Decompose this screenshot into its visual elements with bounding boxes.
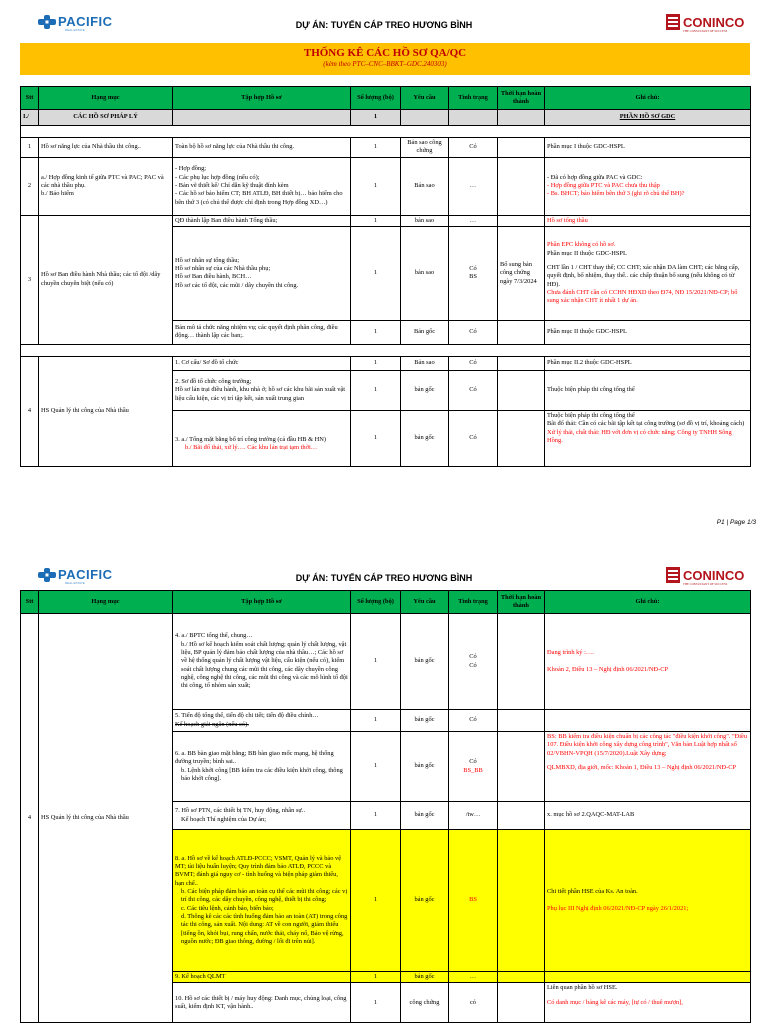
table-row: 2 a./ Hợp đồng kinh tế giữa PTC và PAC; PAC và các nhà thầu phụ. b./ Bảo hiểm - Hợp đồng; - Các phụ lục hợp đồng (nếu có); - Bản vẽ thiết kế/ Chỉ dẫn kỹ thuật đính kèm - Các hồ sơ bảo hiểm CT; BH ATLĐ, BH thiết bị… bảo hiểm cho bên thứ 3 (có chủ thể được chỉ định trong Hợp đồng XD…) 1 Bản sao … - Đã có hợp đồng giữa PAC và GDC: - Hợp đồng giữa PTC và PAC chưa thu thập - Bs. BHCT; bảo hiểm bên thứ 3 (ghi rõ chủ thể BH)? (21, 157, 751, 215)
coninco-logo-icon (666, 14, 680, 30)
report-subtitle: (kèm theo PTC–CNC–BBKT–GDC.240303) (323, 60, 447, 68)
table-row: 2. Sơ đồ tổ chức công trường; Hồ sơ lán trại điều hành, khu nhà ở; hồ sơ các khu bãi sản xuất vật liệu cấu kiện, các vị trí tập kết, sản xuất trung gian 1 bản gốc Có Thuộc biện pháp thi công tổng thể (21, 370, 751, 410)
col-notes: Ghi chú: (545, 591, 751, 614)
pacific-tagline: REAL ESTATE (65, 28, 85, 32)
coninco-logo (666, 14, 745, 33)
coninco-logo (666, 567, 745, 586)
coninco-tagline: THE CONSULTANT OF SUCCESS (683, 582, 728, 586)
page-2 (0, 553, 768, 1024)
page-header (0, 0, 768, 33)
project-title: DỰ ÁN: TUYẾN CÁP TREO HƯƠNG BÌNH (295, 573, 473, 583)
coninco-logo-text: CONINCO (683, 14, 745, 30)
records-table-page-1 (20, 86, 751, 467)
table-row: 6. a. BB bàn giao mặt bằng; BB bàn giao mốc mạng, hệ thống đường truyền; bình sai.. b. Lệnh khởi công [BB kiểm tra các điều kiện khởi công, thông báo khởi công]. 1 bản gốc Có BS_BB BS: BB kiểm tra điều kiện chuẩn bị các công tác "điều kiện khởi công". "Điều 107. Điều kiện khởi công xây dựng công trình", Văn bản Luật hợp nhất số 02/VBHN-VPQH (15/7/2020).Luật Xây dựng; QLMBXD, địa giới, mốc: Khoản 1, Điều 13 – Nghị định 06/2021/NĐ-CP (21, 732, 751, 802)
col-stt: Stt (21, 591, 39, 614)
section-row (21, 110, 751, 126)
pacific-tagline: REAL ESTATE (65, 581, 85, 585)
col-documents: Tập hợp Hồ sơ (173, 87, 351, 110)
col-category: Hạng mục (39, 591, 173, 614)
table-row: 8. a. Hồ sơ về kế hoạch ATLĐ-PCCC; VSMT, Quản lý và bảo vệ MT; tài liệu huấn luyện; Quy trình đảm bảo ATLĐ, PCCC và BVMT; đánh giá nguy cơ - tình huống và biện pháp giảm thiểu, hạn chế.. b. Các biện pháp đảm bảo an toàn cụ thể các mũi thi công; các vị trí thi công, các dây chuyền, công nghệ, thiết bị thi công; c. Các tiêu lệnh, cảnh báo, biển báo; d. Thông kê các các tình huống đảm bảo an toàn (AT) trong công tác thi công, sản xuất. Nội dung: AT về con người, giảm thiểu [tiếng ồn, khói bụi, rung chấn, nước thải, cháy nổ, Bảo vệ rừng, nguồn nước; ĐB giao thông, đường / lối đi trên núi]. 1 bản gốc BS Chi tiết phần HSE của Ks. An toàn. Phụ lục III Nghị định 06/2021/NĐ-CP ngày 26/1/2021; (21, 830, 751, 972)
table-header-row (21, 87, 751, 110)
table-row: 10. Hồ sơ các thiết bị / máy huy động: Danh mục, chủng loại, công suất, kiểm định KT, vận hành.. 1 công chứng có Liên quan phần hồ sơ HSE. Có danh mục / bảng kê các máy, [tự có / thuê mượn], (21, 983, 751, 1023)
table-row: 4 HS Quản lý thi công của Nhà thầu 1. Cơ cấu/ Sơ đồ tổ chức 1 Bản sao Có Phần mục II.2 thuộc GDC-HSPL (21, 356, 751, 370)
project-title: DỰ ÁN: TUYẾN CÁP TREO HƯƠNG BÌNH (295, 20, 473, 30)
page-header (0, 553, 768, 586)
pacific-logo-text: PACIFIC (58, 14, 113, 29)
section-name: CÁC HỒ SƠ PHÁP LÝ (39, 110, 173, 126)
col-requirement: Yêu cầu (401, 591, 449, 614)
report-title: THỐNG KÊ CÁC HỒ SƠ QA/QC (303, 47, 467, 59)
table-row: Bản mô tả chức năng nhiệm vụ; các quyết định phân công, điều động… thành lập các ban;. 1 Bản gốc Có Phần mục II thuộc GDC-HSPL (21, 320, 751, 344)
table-row: Hồ sơ nhân sự tổng thầu; Hồ sơ nhân sự của các Nhà thầu phụ; Hồ sơ Ban điều hành, BCH… Hồ sơ các tổ đội, các mũi / dây chuyền thi công. 1 bản sao Có BS Bổ sung bản công chứng ngày 7/3/2024 Phần EPC không có hồ sơ. Phần mục II thuộc GDC-HSPL CHT lần 1 / CHT thay thế; CC CHT; xác nhận DA làm CHT; các bằng cấp, quyết định, bổ nhiệm, thay thế.. các chấp thuận bổ sung (nếu không có từ HĐ). Chưa đánh CHT cần có CCHN HĐXD theo Đ74, NĐ 15/2021/NĐ-CP; bổ sung xác nhận CHT ít nhất 1 dự án. (21, 226, 751, 320)
table-row: 3. a./ Tổng mặt bằng bố trí công trường (cả đầu HB & HN) b./ Bãi đổ thải, xử lý…. Các khu lán trại tạm thời… 1 bản gốc Có Thuộc biện pháp thi công tổng thể Bãi đổ thải: Cần có các bãi tập kết tại công trường (sơ đồ vị trí, khoảng cách) Xử lý thải, chất thải: HĐ với đơn vị có chức năng; Công ty TNHH Sông Hồng. (21, 410, 751, 466)
table-row: 4 HS Quản lý thi công của Nhà thầu 4. a./ BPTC tổng thể, chung… b./ Hồ sơ kế hoạch kiểm soát chất lượng; quản lý chất lượng, vật liệu, BP quản lý đảm bảo chất lượng của nhà thầu…; Các hồ sơ về hệ thống quản lý chất lượng vật liệu, cấu kiện (nếu có), kiểm soát chất lượng chung các mũi thi công, các dây chuyền công nghệ, công nghệ thi công, các mũi thi công và các mô hình tổ đội thi công, tổ nhóm sản xuất; 1 bản gốc Có Có Đang trình ký :…. Khoản 2, Điều 13 – Nghị định 06/2021/NĐ-CP (21, 614, 751, 710)
table-row: 7. Hồ sơ PTN, các thiết bị TN, huy động, nhân sự.. Kế hoạch Thí nghiệm của Dự án; 1 bản gốc /tw… x. mục hồ sơ 2.QAQC-MAT-LAB (21, 802, 751, 830)
section-stt: I./ (21, 110, 39, 126)
col-category: Hạng mục (39, 87, 173, 110)
table-header-row (21, 591, 751, 614)
col-notes: Ghi chú: (545, 87, 751, 110)
table-row: 1 Hồ sơ năng lực của Nhà thầu thi công.. Toàn bộ hồ sơ năng lực của Nhà thầu thi công. 1 Bản sao công chứng Có Phần mục I thuộc GDC-HSPL (21, 138, 751, 158)
col-quantity: Số lượng (bộ) (351, 87, 401, 110)
section-note: PHẦN HỒ SƠ GDC (545, 110, 751, 126)
page-footer: P1 | Page 1/3 (716, 519, 756, 526)
pacific-logo-text: PACIFIC (58, 567, 113, 582)
col-deadline: Thời hạn hoàn thành (498, 591, 545, 614)
coninco-logo-text: CONINCO (683, 567, 745, 583)
coninco-tagline: THE CONSULTANT OF SUCCESS (683, 29, 728, 33)
table-row: 5. Tiến độ tổng thể, tiến độ chi tiết; tiến độ điều chỉnh… Kế hoạch giải ngân (nếu có). 1 bản gốc Có (21, 710, 751, 732)
col-quantity: Số lượng (bộ) (351, 591, 401, 614)
col-stt: Stt (21, 87, 39, 110)
col-documents: Tập hợp Hồ sơ (173, 591, 351, 614)
records-table-page-2 (20, 590, 751, 1023)
report-banner (20, 43, 750, 75)
coninco-logo-icon (666, 567, 680, 583)
col-requirement: Yêu cầu (401, 87, 449, 110)
section-qty: 1 (351, 110, 401, 126)
col-status: Tình trạng (449, 591, 498, 614)
table-row: 9. Kế hoạch QLMT 1 bản gốc … (21, 972, 751, 983)
col-status: Tình trạng (449, 87, 498, 110)
table-row: 3 Hồ sơ Ban điều hành Nhà thầu; các tổ đội /dây chuyền chuyên biệt (nếu có) QĐ thành lập Ban điều hành Tổng thầu; 1 bản sao … Hồ sơ tổng thầu (21, 215, 751, 226)
col-deadline: Thời hạn hoàn thành (498, 87, 545, 110)
